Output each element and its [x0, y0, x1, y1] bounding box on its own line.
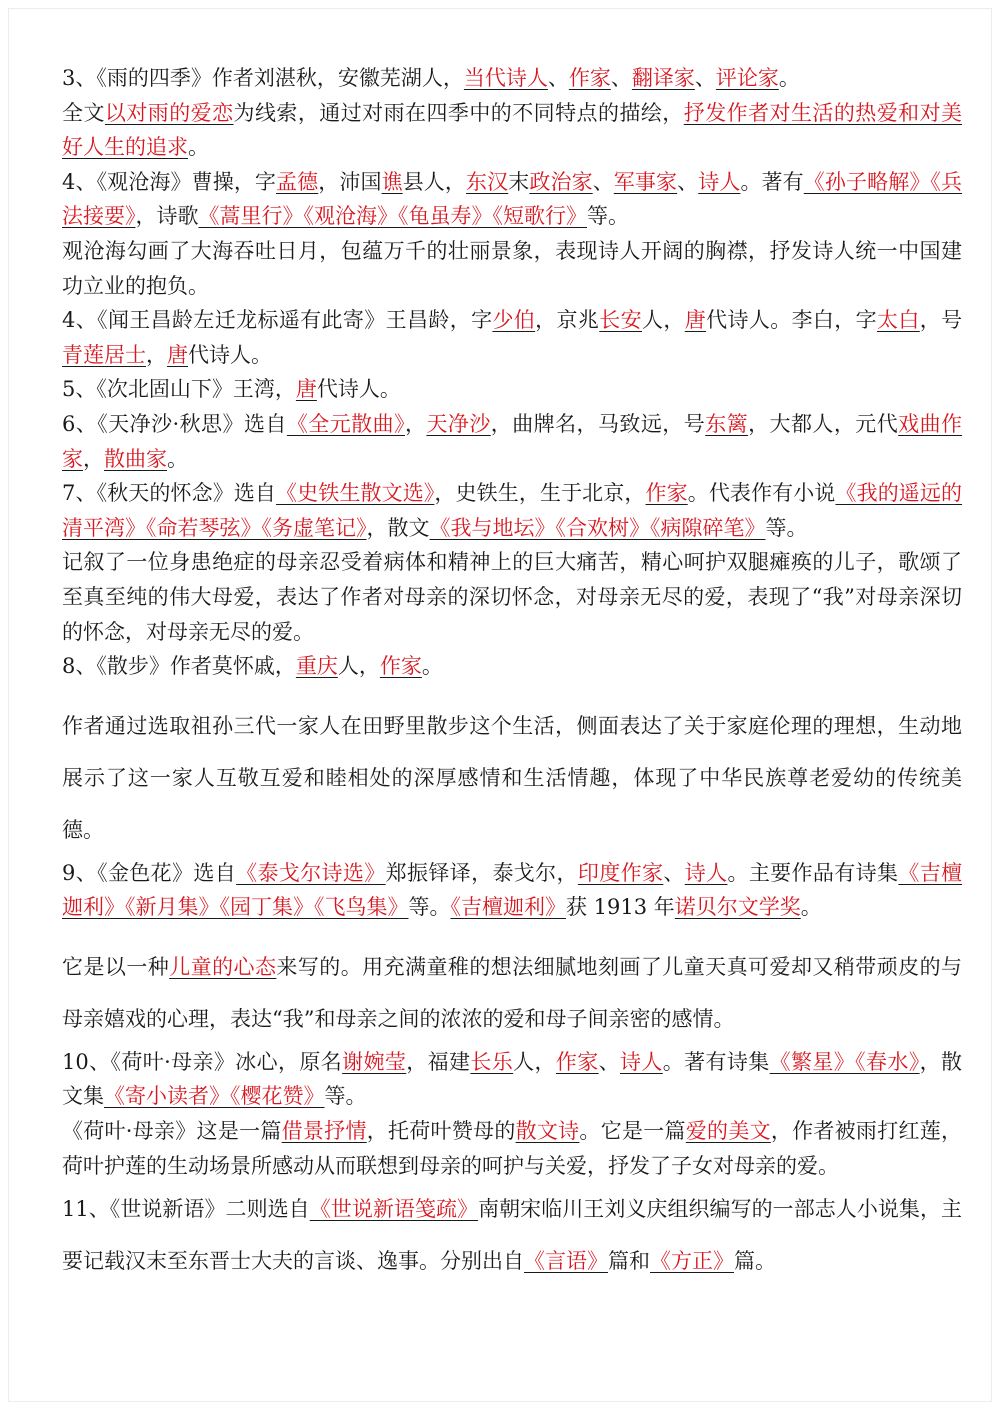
- answer-highlight: 爱的美文: [685, 1119, 771, 1144]
- text-run: ，: [404, 411, 427, 436]
- text-run: 等。: [324, 1084, 367, 1109]
- text-run: 人，: [337, 654, 380, 679]
- text-run: 等。: [587, 204, 629, 229]
- text-run: 3、《雨的四季》作者刘湛秋，安徽芜湖人，: [62, 66, 464, 90]
- text-run: ，散文集: [62, 1049, 963, 1109]
- paragraph-item-10-summary: [62, 1114, 962, 1183]
- answer-highlight: 《泰戈尔诗选》: [236, 860, 386, 885]
- document-content: [62, 61, 962, 1287]
- answer-highlight: 《吉檀迦利》《新月集》《园丁集》《飞鸟集》: [62, 860, 963, 920]
- paragraph-item-10-intro: [62, 1045, 962, 1114]
- answer-highlight: 军事家: [613, 169, 678, 194]
- text-run: 篇和: [608, 1249, 650, 1274]
- text-run: 末: [508, 169, 530, 194]
- answer-highlight: 谢婉莹: [342, 1049, 407, 1074]
- answer-highlight: 重庆: [295, 654, 338, 679]
- answer-highlight: 天净沙: [426, 411, 491, 436]
- paragraph-gap: [62, 684, 962, 700]
- paragraph-item-4-intro: [62, 165, 962, 234]
- text-run: 、: [592, 169, 614, 194]
- text-run: ，: [146, 342, 167, 367]
- answer-highlight: 儿童的心态: [169, 954, 277, 979]
- answer-highlight: 《繁星》《春水》: [769, 1049, 920, 1074]
- answer-highlight: 唐: [295, 377, 317, 402]
- text-run: 获 1913 年: [566, 895, 675, 920]
- answer-highlight: 评论家: [715, 66, 779, 90]
- text-run: 记叙了一位身患绝症的母亲忍受着病体和精神上的巨大痛苦，精心呵护双腿瘫痪的儿子，歌颂了至真至纯的伟大母爱，表达了作者对母亲的深切怀念，对母亲无尽的爱，表现了“我”对母亲深切的怀念，对母亲无尽的爱。: [62, 550, 962, 644]
- answer-highlight: 《孙子略解》《兵法接要》: [62, 169, 963, 229]
- text-run: 等。: [408, 895, 451, 920]
- answer-highlight: 散曲家: [104, 446, 167, 471]
- answer-highlight: 借景抒情: [281, 1119, 367, 1144]
- text-run: 为线索，通过对雨在四季中的不同特点的描绘，: [233, 100, 684, 125]
- text-run: 它是以一种: [62, 954, 170, 979]
- text-run: 4、《观沧海》曹操，字: [62, 169, 277, 194]
- text-run: 全文: [62, 100, 105, 125]
- answer-highlight: 戏曲作家: [62, 411, 963, 471]
- text-run: 县人，: [402, 169, 467, 194]
- paragraph-item-6-intro: [62, 407, 962, 476]
- text-run: 。主要作品有诗集: [727, 860, 899, 885]
- answer-highlight: 诗人: [620, 1049, 663, 1074]
- text-run: 10、《荷叶·母亲》冰心，原名: [62, 1049, 343, 1074]
- text-run: ，沛国: [318, 169, 382, 194]
- answer-highlight: 《方正》: [650, 1249, 734, 1274]
- answer-highlight: 唐: [684, 308, 707, 333]
- text-run: ，托荷叶赞母的: [366, 1119, 516, 1144]
- text-run: 。: [167, 446, 188, 471]
- text-run: 。代表作有小说: [687, 481, 836, 506]
- answer-highlight: 《世说新语笺疏》: [309, 1197, 479, 1222]
- answer-highlight: 唐: [167, 342, 188, 367]
- paragraph-item-9-intro: [62, 856, 962, 925]
- text-run: 。: [778, 66, 800, 90]
- paragraph-item-7-summary: [62, 545, 962, 649]
- paragraph-item-9-summary: [62, 941, 962, 1045]
- answer-highlight: 作家: [555, 1049, 599, 1074]
- text-run: ，散文: [366, 515, 430, 540]
- answer-highlight: 谯: [381, 169, 403, 194]
- text-run: 代诗人。: [188, 342, 272, 367]
- answer-highlight: 作家: [568, 66, 611, 90]
- text-run: 9、《金色花》选自: [62, 860, 237, 885]
- text-run: 、: [547, 66, 569, 90]
- paragraph-item-5-intro: [62, 372, 962, 407]
- answer-highlight: 诗人: [684, 860, 728, 885]
- text-run: 南朝宋临川王刘义庆组织编写的一部志人小说集，主要记载汉末至东晋士大夫的言谈、逸事。分别出自: [62, 1197, 963, 1274]
- answer-highlight: 长乐: [470, 1049, 514, 1074]
- text-run: ，曲牌名，马致远，号: [490, 411, 706, 436]
- answer-highlight: 《我的遥远的清平湾》《命若琴弦》《务虚笔记》: [62, 481, 963, 540]
- answer-highlight: 《史铁生散文选》: [276, 481, 435, 506]
- text-run: 。著有诗集: [662, 1049, 770, 1074]
- text-run: 、: [663, 860, 685, 885]
- answer-highlight: 印度作家: [577, 860, 664, 885]
- text-run: ，作者被雨打红莲，荷叶护莲的生动场景所感动从而联想到母亲的呵护与关爱，抒发了子女对母亲的爱。: [62, 1119, 963, 1178]
- answer-highlight: 当代诗人: [463, 66, 548, 90]
- answer-highlight: 《吉檀迦利》: [450, 895, 566, 920]
- answer-highlight: 作家: [379, 654, 422, 679]
- text-run: ，京兆: [535, 308, 600, 333]
- answer-highlight: 《言语》: [524, 1249, 608, 1274]
- text-run: 人，: [513, 1049, 556, 1074]
- text-run: ，号: [919, 308, 963, 333]
- text-run: 观沧海勾画了大海吞吐日月，包蕴万千的壮丽景象，表现诗人开阔的胸襟，抒发诗人统一中国建功立业的抱负。: [62, 238, 962, 298]
- answer-highlight: 长安: [599, 308, 642, 333]
- text-run: 5、《次北固山下》王湾，: [62, 377, 296, 402]
- paragraph-item-3-intro: [62, 61, 962, 96]
- text-run: 4、《闻王昌龄左迁龙标遥有此寄》王昌龄，字: [62, 308, 493, 333]
- answer-highlight: 《寄小读者》《樱花赞》: [104, 1084, 325, 1109]
- answer-highlight: 少伯: [492, 308, 536, 333]
- answer-highlight: 《全元散曲》: [286, 411, 405, 436]
- paragraph-item-7-intro: [62, 476, 962, 545]
- answer-highlight: 翻译家: [631, 66, 695, 90]
- paragraph-item-4-summary: [62, 234, 962, 303]
- answer-highlight: 太白: [877, 308, 920, 333]
- text-run: 11、《世说新语》二则选自: [62, 1197, 310, 1222]
- text-run: 代诗人。李白，字: [706, 308, 877, 333]
- text-run: ，诗歌: [135, 204, 199, 229]
- paragraph-gap: [62, 925, 962, 941]
- answer-highlight: 诺贝尔文学奖: [674, 895, 801, 920]
- text-run: 、: [694, 66, 716, 90]
- answer-highlight: 政治家: [529, 169, 593, 194]
- text-run: 、: [677, 169, 699, 194]
- text-run: 来写的。用充满童稚的想法细腻地刻画了儿童天真可爱却又稍带顽皮的与母亲嬉戏的心理，表达“我”和母亲之间的浓浓的爱和母子间亲密的感情。: [62, 954, 963, 1031]
- answer-highlight: 《蒿里行》《观沧海》《龟虽寿》《短歌行》: [198, 204, 587, 229]
- text-run: 、: [598, 1049, 621, 1074]
- text-run: 代诗人。: [316, 377, 401, 402]
- text-run: 《荷叶·母亲》这是一篇: [62, 1119, 282, 1144]
- answer-highlight: 东汉: [466, 169, 509, 194]
- text-run: 7、《秋天的怀念》选自: [62, 481, 277, 506]
- paragraph-item-3-summary: [62, 96, 962, 165]
- text-run: ，: [83, 446, 104, 471]
- paragraph-item-4b-intro: [62, 303, 962, 372]
- answer-highlight: 《我与地坛》《合欢树》《病隙碎笔》: [429, 515, 766, 540]
- text-run: 。: [800, 895, 822, 920]
- text-run: 等。: [765, 515, 808, 540]
- answer-highlight: 以对雨的爱恋: [104, 100, 234, 125]
- text-run: 。: [421, 654, 443, 679]
- text-run: 篇。: [734, 1249, 776, 1274]
- text-run: 。: [188, 135, 209, 160]
- text-run: ，福建: [406, 1049, 471, 1074]
- text-run: ，大都人，元代: [748, 411, 899, 436]
- text-run: 、: [610, 66, 632, 90]
- paragraph-item-8-intro: [62, 649, 962, 684]
- text-run: 人，: [642, 308, 685, 333]
- answer-highlight: 散文诗: [515, 1119, 580, 1144]
- paragraph-item-8-summary: [62, 700, 962, 856]
- document-page: [8, 8, 992, 1402]
- paragraph-item-11-intro: [62, 1183, 962, 1287]
- text-run: 6、《天净沙·秋思》选自: [62, 411, 287, 436]
- text-run: ，史铁生，生于北京，: [434, 481, 646, 506]
- text-run: 郑振铎译，泰戈尔，: [385, 860, 578, 885]
- text-run: 。它是一篇: [579, 1119, 686, 1144]
- answer-highlight: 作家: [645, 481, 688, 506]
- text-run: 。著有: [740, 169, 804, 194]
- answer-highlight: 青莲居士: [62, 342, 146, 367]
- text-run: 8、《散步》作者莫怀戚，: [62, 654, 296, 679]
- answer-highlight: 抒发作者对生活的热爱和对美好人生的追求: [62, 100, 963, 160]
- answer-highlight: 孟德: [276, 169, 319, 194]
- text-run: 作者通过选取祖孙三代一家人在田野里散步这个生活，侧面表达了关于家庭伦理的理想，生动地展示了这一家人互敬互爱和睦相处的深厚感情和生活情趣，体现了中华民族尊老爱幼的传统美德。: [62, 713, 962, 842]
- answer-highlight: 诗人: [698, 169, 741, 194]
- answer-highlight: 东篱: [705, 411, 749, 436]
